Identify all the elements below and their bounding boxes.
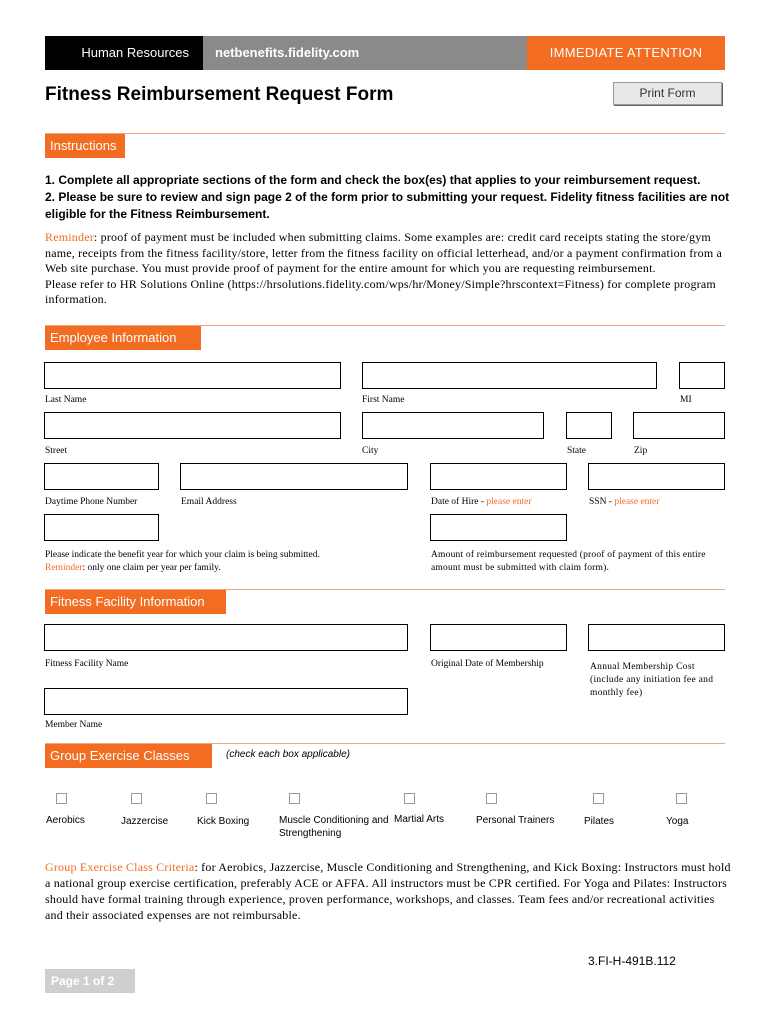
phone-label: Daytime Phone Number xyxy=(45,497,138,507)
header-hr: Human Resources xyxy=(45,36,203,70)
city-input[interactable] xyxy=(362,412,544,439)
last-name-input[interactable] xyxy=(44,362,341,389)
zip-label: Zip xyxy=(634,446,648,456)
zip-input[interactable] xyxy=(633,412,725,439)
form-number: 3.FI-H-491B.112 xyxy=(588,954,676,968)
checkbox-muscle-conditioning[interactable] xyxy=(289,793,300,804)
city-label: City xyxy=(362,446,379,456)
benefit-year-text: Please indicate the benefit year for which your claim is being submitted. xyxy=(45,550,320,560)
annual-cost-label: Annual Membership Cost (include any initiation fee and monthly fee) xyxy=(590,662,714,698)
orig-date-input[interactable] xyxy=(430,624,567,651)
page-title: Fitness Reimbursement Request Form xyxy=(45,84,394,105)
group-note: (check each box applicable) xyxy=(226,749,350,760)
criteria-text: : for Aerobics, Jazzercise, Muscle Conditioning and Strengthening, and Kick Boxing: Instructors must hold a national group exercise certification, preferably ACE or AFFA. All instructors must be CPR certified. For Yoga and Pilates: Instructors should have formal training through experience, proven performance, workshops, and classes. Team fees and/or recreational activities and their associated expenses are not reimbursable. xyxy=(45,860,731,922)
street-input[interactable] xyxy=(44,412,341,439)
section-employee: Employee Information xyxy=(45,326,201,350)
mi-input[interactable] xyxy=(679,362,725,389)
street-label: Street xyxy=(45,446,68,456)
class-label-muscle-conditioning: Muscle Conditioning and Strengthening xyxy=(279,815,389,839)
checkbox-aerobics[interactable] xyxy=(56,793,67,804)
first-name-label: First Name xyxy=(362,395,405,405)
reminder-text: : proof of payment must be included when submitting claims. Some examples are: credit card receipts stating the store/gym name, receipts from the fitness facility/store, letter from the fitness facility on official letterhead, and/or a payment confirmation from a Web site purchase. You must provide proof of payment for the entire amount for which you are requesting reimbursement. xyxy=(45,230,723,275)
checkbox-jazzercise[interactable] xyxy=(131,793,142,804)
ssn-note: please enter xyxy=(614,497,660,507)
amount-label: Amount of reimbursement requested (proof of payment of this entire amount must be submitted with claim form). xyxy=(431,550,706,573)
checkbox-pilates[interactable] xyxy=(593,793,604,804)
ssn-input[interactable] xyxy=(588,463,725,490)
class-label-yoga: Yoga xyxy=(666,816,689,827)
divider xyxy=(45,133,725,134)
reminder-tag: Reminder xyxy=(45,230,94,244)
state-input[interactable] xyxy=(566,412,612,439)
class-label-martial-arts: Martial Arts xyxy=(394,814,445,825)
reminder-block xyxy=(45,230,735,308)
ssn-label xyxy=(589,497,659,507)
refer-text: Please refer to HR Solutions Online (https://hrsolutions.fidelity.com/wps/hr/Money/Simple?hrscontext=Fitness) for complete program information. xyxy=(45,276,716,306)
page-indicator: Page 1 of 2 xyxy=(45,969,135,993)
orig-date-label: Original Date of Membership xyxy=(431,659,544,669)
header-site: netbenefits.fidelity.com xyxy=(203,36,527,70)
ssn-label-text: SSN - xyxy=(589,497,615,507)
hire-date-label xyxy=(431,497,532,507)
criteria-tag: Group Exercise Class Criteria xyxy=(45,860,195,874)
amount-input[interactable] xyxy=(430,514,567,541)
facility-name-input[interactable] xyxy=(44,624,408,651)
class-label-jazzercise: Jazzercise xyxy=(121,816,169,827)
section-instructions: Instructions xyxy=(45,134,125,158)
state-label: State xyxy=(567,446,586,456)
class-label-kick-boxing: Kick Boxing xyxy=(197,816,250,827)
checkbox-martial-arts[interactable] xyxy=(404,793,415,804)
phone-input[interactable] xyxy=(44,463,159,490)
section-facility: Fitness Facility Information xyxy=(45,590,226,614)
checkbox-kick-boxing[interactable] xyxy=(206,793,217,804)
class-label-personal-trainers: Personal Trainers xyxy=(476,815,555,826)
hire-date-input[interactable] xyxy=(430,463,567,490)
checkbox-personal-trainers[interactable] xyxy=(486,793,497,804)
header-attention: IMMEDIATE ATTENTION xyxy=(527,36,725,70)
hire-date-label-text: Date of Hire - xyxy=(431,497,487,507)
benefit-reminder-text: : only one claim per year per family. xyxy=(82,563,221,573)
instruction-2: 2. Please be sure to review and sign page 2 of the form prior to submitting your request. Fidelity fitness facilities are not eligible for the Fitness Reimbursement. xyxy=(45,190,730,221)
benefit-reminder-tag: Reminder xyxy=(45,563,83,573)
checkbox-yoga[interactable] xyxy=(676,793,687,804)
hire-date-note: please enter xyxy=(486,497,532,507)
benefit-year-label xyxy=(45,549,385,575)
last-name-label: Last Name xyxy=(45,395,87,405)
member-name-label: Member Name xyxy=(45,720,103,730)
class-label-aerobics: Aerobics xyxy=(46,815,85,826)
instructions-text xyxy=(45,172,735,223)
facility-name-label: Fitness Facility Name xyxy=(45,659,129,669)
instruction-1: 1. Complete all appropriate sections of the form and check the box(es) that applies to your reimbursement request. xyxy=(45,173,701,187)
email-label: Email Address xyxy=(181,497,237,507)
print-button[interactable]: Print Form xyxy=(613,82,722,105)
member-name-input[interactable] xyxy=(44,688,408,715)
criteria-block xyxy=(45,859,735,923)
mi-label: MI xyxy=(680,395,692,405)
class-label-pilates: Pilates xyxy=(584,816,615,827)
annual-cost-input[interactable] xyxy=(588,624,725,651)
first-name-input[interactable] xyxy=(362,362,657,389)
section-group: Group Exercise Classes xyxy=(45,744,212,768)
email-input[interactable] xyxy=(180,463,408,490)
benefit-year-input[interactable] xyxy=(44,514,159,541)
